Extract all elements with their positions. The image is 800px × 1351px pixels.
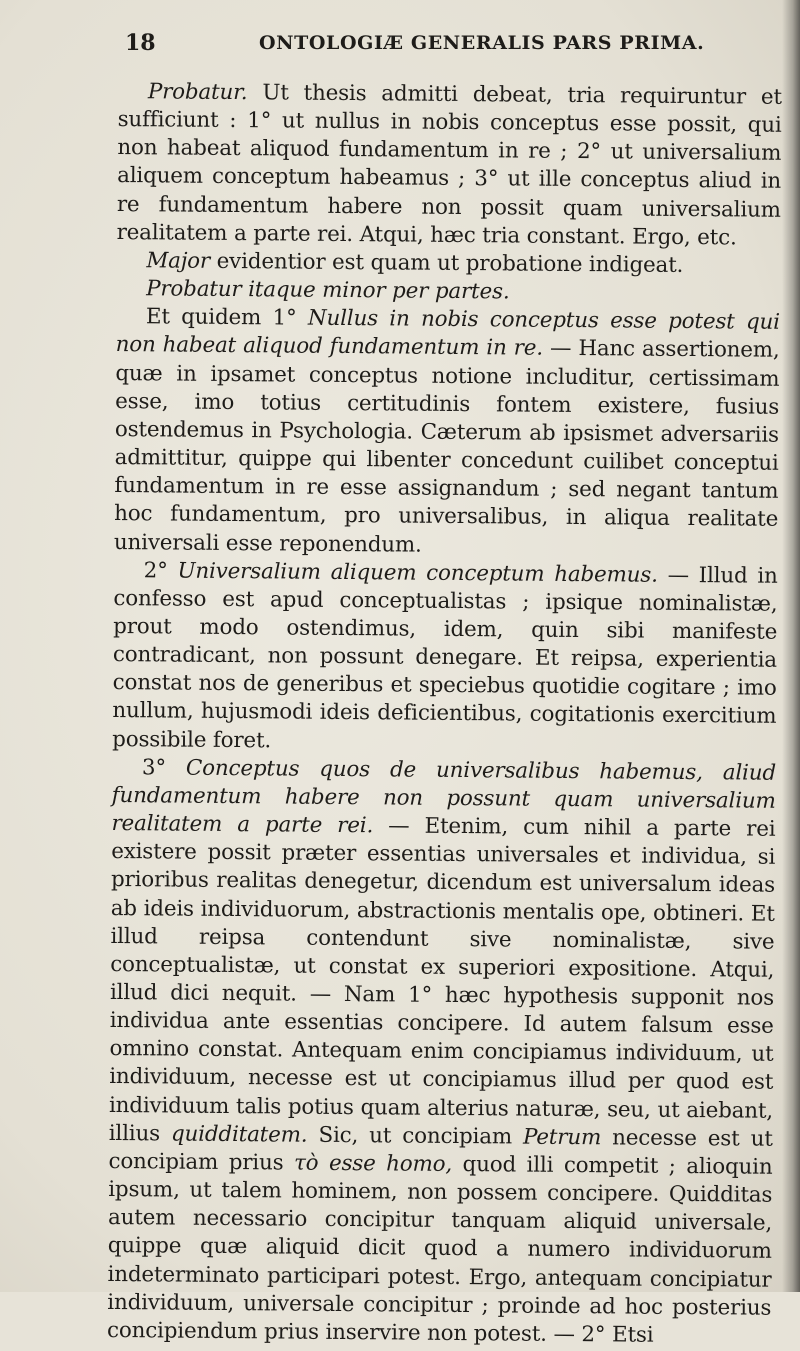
paragraph-text: quod illi competit ; alioquin ipsum, ut talem hominem, non possem concipere. Quidditas autem necessario concipitur tanquam aliquid universale, quippe quæ aliquid dicit quod a numero individuorum indeterminato participari potest. Ergo, antequam concipiatur individuum, universale concipitur ; proinde ad hoc posterius concipiendum prius inservire non potest. — 2° Etsi: [106, 1151, 773, 1348]
paragraph-point-3: [107, 754, 776, 1351]
paragraph-prefix: 2°: [143, 557, 178, 584]
paragraph-text: — Illud in confesso est apud conceptualistas ; ipsique nominalistæ, prout modo ostendimus, idem, quin sibi manifeste contradicant, non possunt denegare. Et reipsa, experientia constat nos de generibus et speciebus quotidie cogitare ; imo nullum, hujusmodi ideis deficientibus, cogitationis exercitium possibile foret.: [112, 562, 778, 753]
paragraph-point-2: [112, 557, 778, 760]
page-number: 18: [125, 30, 156, 56]
lead-italic: Probatur itaque minor per partes.: [146, 276, 510, 305]
body-text: [107, 78, 782, 1351]
lead-italic: Major: [146, 248, 211, 274]
lead-italic: Probatur.: [147, 79, 248, 106]
running-head: ONTOLOGIÆ GENERALIS PARS PRIMA.: [259, 32, 705, 54]
paragraph-probatur: [117, 78, 782, 253]
page-gutter-shadow: [782, 0, 800, 1292]
paragraph-prefix: Et quidem 1°: [145, 304, 309, 331]
page-header: [125, 30, 725, 62]
thesis-italic: Conceptus quos de universalibus habemus, aliud fundamentum habere non possunt quam universalium realitatem a parte rei.: [111, 755, 777, 839]
paragraph-text: Ut thesis admitti debeat, tria requiruntur et sufficiunt : 1° ut nullus in nobis conceptus esse possit, qui non habeat aliquod fundamentum in re ; 2° ut universalium aliquem conceptum habeamus ; 3° ut ille conceptus aliud in re fundamentum habere non possit quam universalium realitatem a parte rei. Atqui, hæc tria constant. Ergo, etc.: [116, 80, 782, 251]
thesis-italic: Nullus in nobis conceptus esse potest qui non habeat aliquod fundamentum in re.: [115, 305, 780, 362]
thesis-italic: Universalium aliquem conceptum habemus.: [177, 558, 658, 588]
paragraph-point-1: [114, 303, 780, 562]
inline-italic: quidditatem.: [170, 1121, 308, 1148]
paragraph-text: necesse est ut concipiam prius: [108, 1125, 773, 1176]
paragraph-text: evidentior est quam ut probatione indigeat.: [209, 248, 684, 278]
paragraph-prefix: 3°: [141, 754, 187, 781]
paragraph-text: Sic, ut concipiam: [307, 1122, 524, 1150]
paragraph-text: — Hanc assertionem, quæ in ipsamet conceptus notione includitur, certissimam esse, imo totius certitudinis fontem existere, fusius ostendemus in Psychologia. Cæterum ab ipsismet adversariis admittitur, quippe qui libenter concedunt cuilibet conceptui fundamentum in re esse assignandum ; sed negant tantum hoc fundamentum, pro universalibus, in aliqua realitate universali esse reponendum.: [113, 336, 780, 558]
inline-italic: τὸ esse homo,: [293, 1150, 453, 1177]
inline-italic: Petrum: [522, 1124, 602, 1151]
paragraph-text: — Etenim, cum nihil a parte rei existere possit præter essentias universales et individua, si prioribus realitas denegetur, dicendum est universalum ideas ab ideis individuorum, abstractionis mentalis ope, obtineri. Et illud reipsa contendunt sive nominalistæ, sive conceptualistæ, ut constat ex superiori expositione. Atqui, illud dici nequit. — Nam 1° hæc hypothesis supponit nos individua ante essentias concipere. Id autem falsum esse omnino constat. Antequam enim concipiamus individuum, ut individuum, necesse est ut concipiamus illud per quod est individuum talis potius quam alterius naturæ, seu, ut aiebant, illius: [108, 813, 776, 1147]
